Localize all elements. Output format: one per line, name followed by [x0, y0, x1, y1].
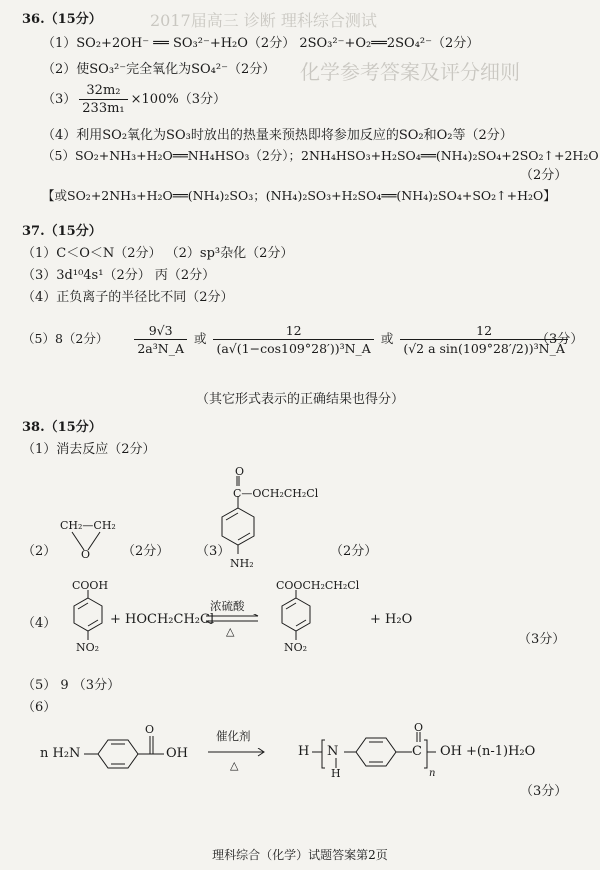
- q38-answer-3-score: （2分）: [330, 544, 378, 559]
- condition-conc-h2so4: 浓硫酸: [210, 599, 245, 613]
- bleed-through-header: 2017届高三 诊断 理科综合测试: [150, 11, 377, 30]
- q38-answer-6-score: （3分）: [520, 784, 568, 799]
- epoxide-top: CH₂—CH₂: [60, 519, 116, 532]
- q37-title: 37.（15分）: [22, 224, 102, 239]
- polymer-o: O: [414, 721, 424, 734]
- condition-heat-2: △: [230, 759, 239, 772]
- polymer-n: N: [327, 744, 339, 759]
- q37-or-2: 或: [380, 331, 394, 346]
- product-water: + H₂O: [370, 612, 413, 627]
- monomer-carbonyl-o: O: [145, 723, 155, 736]
- q36-answer-5-score: （2分）: [520, 168, 568, 183]
- reactant-no2: NO₂: [76, 641, 100, 654]
- q37-note: （其它形式表示的正确结果也得分）: [196, 392, 405, 407]
- q36-answer-1: （1）SO₂+2OH⁻ ══ SO₃²⁻+H₂O（2分） 2SO₃²⁻+O₂══2SO₄²⁻（2分）: [42, 36, 480, 51]
- q38-title: 38.（15分）: [22, 420, 102, 435]
- product-ester-group: COOCH₂CH₂Cl: [276, 579, 360, 592]
- q38-answer-3-label: （3）: [196, 544, 231, 559]
- q36-fraction-num: 32m₂: [79, 82, 127, 100]
- product-no2: NO₂: [284, 641, 308, 654]
- reagent-chloroethanol: + HOCH₂CH₂Cl: [110, 612, 215, 627]
- q36-answer-6: 【或SO₂+2NH₃+H₂O══(NH₄)₂SO₃；(NH₄)₂SO₃+H₂SO₄══(NH₄)₂SO₄+SO₂↑+H₂O】: [42, 188, 556, 203]
- polymer-end-h: H: [298, 744, 310, 759]
- q37-answer-2: （3）3d¹⁰4s¹（2分） 丙（2分）: [22, 268, 216, 283]
- page-footer: 理科综合（化学）试题答案第2页: [212, 848, 388, 862]
- q38-answer-6-label: （6）: [22, 700, 57, 715]
- q37-answer-5: [22, 322, 571, 357]
- condition-heat: △: [226, 625, 235, 638]
- q37-or-1: 或: [193, 331, 207, 346]
- q36-title: 36.（15分）: [22, 12, 102, 27]
- polymer-oh: OH: [440, 744, 462, 759]
- q37-fraction-2-num: 12: [213, 322, 373, 340]
- q36-answer-5: （5）SO₂+NH₃+H₂O══NH₄HSO₃（2分）；2NH₄HSO₃+H₂SO₄══(NH₄)₂SO₄+2SO₂↑+2H₂O: [42, 148, 599, 163]
- polymer-subscript-n: n: [429, 768, 436, 779]
- q37-fraction-1: [134, 322, 187, 357]
- monomer-oh: OH: [166, 746, 188, 761]
- q38-answer-4-label: （4）: [22, 616, 57, 631]
- q38-answer-2-score: （2分）: [122, 544, 170, 559]
- q37-fraction-3-den: (√2 a sin(109°28′/2))³N_A: [403, 341, 565, 356]
- q36-answer-3-label: （3）: [42, 92, 77, 107]
- q37-fraction-3-num: 12: [400, 322, 568, 340]
- q36-answer-3: [42, 82, 226, 117]
- polymer-water: +(n-1)H₂O: [466, 744, 536, 759]
- condition-catalyst: 催化剂: [216, 729, 251, 743]
- q37-answer-5-score: （3分）: [536, 332, 584, 347]
- q38-answer-1: （1）消去反应（2分）: [22, 442, 156, 457]
- carbonyl-o-label: O: [235, 465, 245, 478]
- monomer-amine: n H₂N: [40, 746, 81, 761]
- q38-answer-5: （5） 9 （3分）: [22, 678, 121, 693]
- bleed-through-subtitle: 化学参考答案及评分细则: [300, 60, 520, 84]
- q36-fraction-den: 233m₁: [82, 101, 125, 116]
- q37-answer-3: （4）正负离子的半径比不同（2分）: [22, 290, 234, 305]
- polymer-c: C: [412, 744, 422, 759]
- amino-group-label: NH₂: [230, 557, 254, 570]
- polymer-nh: H: [331, 767, 341, 780]
- q38-answer-2-label: （2）: [22, 544, 57, 559]
- reactant-cooh: COOH: [72, 579, 109, 592]
- q37-fraction-1-den: 2a³N_A: [137, 341, 184, 356]
- polymerization-arrow: [206, 748, 268, 758]
- q37-fraction-1-num: 9√3: [134, 322, 187, 340]
- q37-answer-5-label: （5）8（2分）: [22, 331, 109, 346]
- q37-answer-1: （1）C＜O＜N（2分） （2）sp³杂化（2分）: [22, 246, 294, 261]
- q37-fraction-2: [213, 322, 373, 357]
- reversible-arrow: [204, 614, 260, 624]
- q38-answer-4-score: （3分）: [518, 632, 566, 647]
- q37-fraction-2-den: (a√(1−cos109°28′))³N_A: [216, 341, 371, 356]
- q36-answer-2: （2）使SO₃²⁻完全氧化为SO₄²⁻（2分）: [42, 62, 276, 77]
- q36-answer-4: （4）利用SO₂氧化为SO₃时放出的热量来预热即将参加反应的SO₂和O₂等（2分）: [42, 128, 513, 143]
- q36-fraction: [79, 82, 127, 117]
- epoxide-oxygen: O: [81, 548, 91, 561]
- q36-answer-3-tail: ×100%（3分）: [130, 92, 226, 107]
- ester-group-label: C—OCH₂CH₂Cl: [233, 487, 319, 500]
